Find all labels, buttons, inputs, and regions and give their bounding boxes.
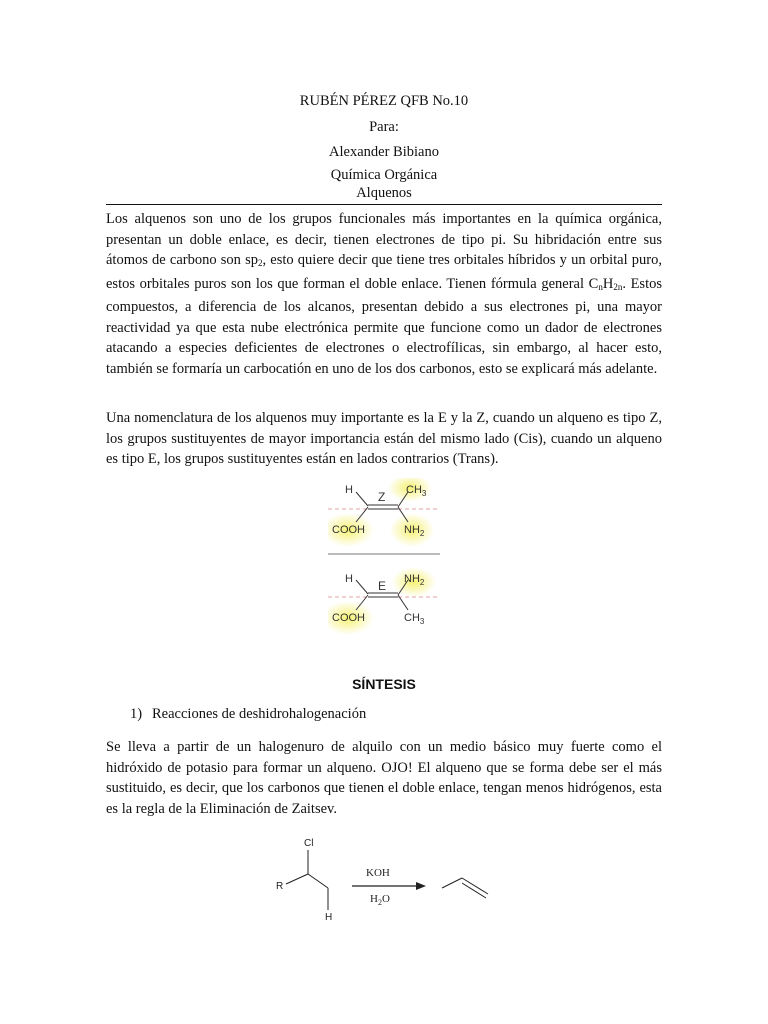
reactant-bond [308, 874, 328, 888]
author-line: RUBÉN PÉREZ QFB No.10 [299, 93, 469, 109]
z-top-right-label: $CH_3$ [406, 484, 427, 498]
e-label: E [378, 579, 387, 593]
ez-isomer-figure [328, 478, 440, 638]
e-bond [356, 580, 368, 594]
e-bottom-left-label: COOH [332, 612, 365, 624]
arrow-head-icon [416, 882, 426, 890]
z-bond [356, 492, 368, 506]
paragraph-ez-nomenclature: Una nomenclatura de los alquenos muy importante es la E y la Z, cuando un alqueno es tipo Z, los grupos sustituyentes de mayor importancia están del mismo lado (Cis), cuando un alqueno es tipo E, los grupos sustituyentes están en lados contrarios (Trans). [106, 410, 662, 467]
reaction-scheme [270, 832, 500, 924]
topic-title: Alquenos [356, 185, 412, 201]
z-isomer [328, 478, 440, 547]
reactant-h-label: H [325, 912, 333, 923]
product-structure [442, 878, 488, 898]
list-item [130, 706, 366, 723]
reactant-cl-label: Cl [304, 838, 314, 849]
e-bottom-right-label: $CH_3$ [404, 612, 425, 626]
reagent-bottom-label: $H_2O$ [370, 893, 390, 907]
z-top-left-label: H [345, 484, 353, 496]
paragraph-alkenes-intro: Los alquenos son uno de los grupos funcionales más importantes en la química orgánica, presentan un doble enlace, es decir, tienen electrones de tipo pi. Su hibridación entre sus átomos de carbono son $sp_2$, esto quiere decir que tiene tres orbitales híbridos y un orbital puro, estos orbitales puros son los que forman el doble enlace. Tienen fórmula general $C_nH_{2n}$. Estos compuestos, a diferencia de los alcanos, presentan debido a sus electrones pi, una mayor reactividad ya que esta nube electrónica permite que funcione como un dador de electrones atacando a especies deficientes de electrones o electrofílicas, sin embargo, al hacer esto, también se formaría un carbocatión en uno de los dos carbonos, esto se explicará más adelante. [106, 211, 662, 377]
reactant-bond [286, 874, 308, 884]
header-divider [106, 204, 662, 205]
reactant-structure [276, 838, 332, 923]
paragraph-dehydrohalogenation: Se lleva a partir de un halogenuro de alquilo con un medio básico muy fuerte como el hidróxido de potasio para formar un alqueno. OJO! El alqueno que se forma debe ser el más sustituido, es decir, que los carbonos que tienen el doble enlace, tengan menos hidrógenos, esta es la regla de la Eliminación de Zaitsev. [106, 739, 662, 817]
section-title: SÍNTESIS [352, 676, 416, 692]
e-top-left-label: H [345, 573, 353, 585]
z-bottom-right-label: $NH_2$ [404, 524, 425, 538]
z-bottom-left-label: COOH [332, 524, 365, 536]
list-item-number: 1) [130, 706, 143, 722]
e-top-right-label: $NH_2$ [404, 573, 425, 587]
course-name: Química Orgánica [330, 167, 438, 183]
reagent-top-label: KOH [366, 867, 390, 879]
list-item-text: Reacciones de deshidrohalogenación [152, 706, 367, 722]
reactant-r-label: R [276, 881, 284, 892]
product-bond [442, 878, 462, 888]
reaction-arrow [352, 867, 426, 907]
para-label: Para: [369, 119, 399, 135]
recipient-name: Alexander Bibiano [329, 144, 439, 160]
e-isomer [328, 567, 440, 635]
z-label: Z [378, 490, 386, 504]
